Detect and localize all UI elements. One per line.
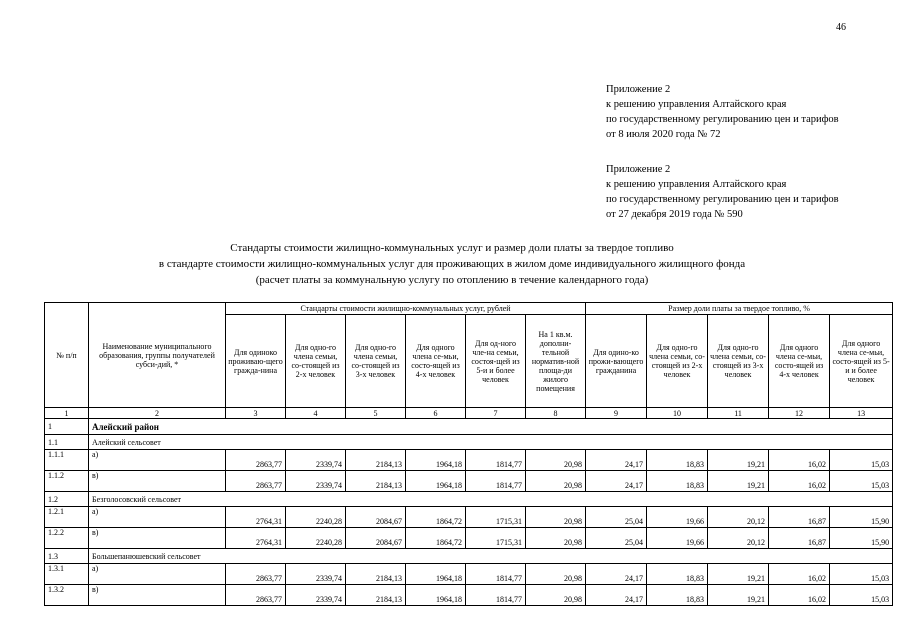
tariffs-table (44, 302, 893, 606)
column-number: 12 (769, 408, 830, 419)
cell-value: 25,04 (586, 528, 647, 549)
cell-value: 20,98 (526, 471, 586, 492)
appendix-line: Приложение 2 (606, 84, 671, 95)
header-cost-col: Для одиноко проживаю-щего гражда-нина (226, 315, 286, 408)
cell-value: 16,02 (769, 564, 830, 585)
row-index: 1.3.2 (45, 585, 89, 606)
cell-value: 15,90 (830, 507, 893, 528)
cell-value: 2184,13 (346, 450, 406, 471)
column-number: 11 (708, 408, 769, 419)
column-number: 9 (586, 408, 647, 419)
column-number: 6 (406, 408, 466, 419)
cell-value: 1864,72 (406, 528, 466, 549)
section-row (45, 549, 893, 564)
cell-value: 2863,77 (226, 471, 286, 492)
header-share-col: Для одно-го члена семьи, со-стоящей из 2-х человек (647, 315, 708, 408)
header-group-cost: Стандарты стоимости жилищно-коммунальных услуг, рублей (226, 303, 586, 315)
appendix-line: к решению управления Алтайского края (606, 179, 787, 190)
row-index: 1.1 (45, 435, 89, 450)
cell-value: 1814,77 (466, 564, 526, 585)
cell-value: 2339,74 (286, 471, 346, 492)
region-row (45, 419, 893, 435)
row-label: в) (89, 585, 226, 606)
cell-value: 25,04 (586, 507, 647, 528)
cell-value: 18,83 (647, 450, 708, 471)
cell-value: 20,98 (526, 564, 586, 585)
cell-value: 1814,77 (466, 450, 526, 471)
region-name: Алейский район (89, 419, 893, 435)
cell-value: 15,03 (830, 564, 893, 585)
title-line: в стандарте стоимости жилищно-коммунальных услуг для проживающих в жилом доме индивидуального жилищного фонда (158, 258, 746, 270)
row-label: в) (89, 528, 226, 549)
header-index: № п/п (45, 303, 89, 408)
cell-value: 24,17 (586, 471, 647, 492)
cell-value: 2240,28 (286, 528, 346, 549)
column-number: 8 (526, 408, 586, 419)
column-number: 4 (286, 408, 346, 419)
column-number-row (45, 408, 893, 419)
section-name: Безголосовский сельсовет (89, 492, 893, 507)
header-cost-col: Для одного члена се-мьи, состо-ящей из 4-х человек (406, 315, 466, 408)
section-name: Алейский сельсовет (89, 435, 893, 450)
cell-value: 1864,72 (406, 507, 466, 528)
cell-value: 2863,77 (226, 564, 286, 585)
document-title (0, 240, 904, 288)
cell-value: 2084,67 (346, 528, 406, 549)
row-index: 1.2.1 (45, 507, 89, 528)
cell-value: 20,98 (526, 507, 586, 528)
cell-value: 2339,74 (286, 450, 346, 471)
cell-value: 24,17 (586, 564, 647, 585)
cell-value: 19,21 (708, 471, 769, 492)
header-share-col: Для одного члена се-мьи, состо-ящей из 5-и и более человек (830, 315, 893, 408)
header-share-col: Для одного члена се-мьи, состо-ящей из 4-х человек (769, 315, 830, 408)
cell-value: 18,83 (647, 564, 708, 585)
appendix-line: от 8 июля 2020 года № 72 (606, 129, 721, 140)
table-row (45, 450, 893, 471)
title-line: (расчет платы за коммунальную услугу по отоплению в течение календарного года) (255, 274, 649, 286)
column-number: 1 (45, 408, 89, 419)
appendix-block-1 (606, 82, 839, 142)
appendix-line: от 27 декабря 2019 года № 590 (606, 209, 743, 220)
cell-value: 15,03 (830, 585, 893, 606)
cell-value: 20,98 (526, 585, 586, 606)
row-index: 1.1.1 (45, 450, 89, 471)
row-label: а) (89, 507, 226, 528)
cell-value: 2084,67 (346, 507, 406, 528)
cell-value: 2184,13 (346, 564, 406, 585)
row-index: 1 (45, 419, 89, 435)
cell-value: 24,17 (586, 585, 647, 606)
cell-value: 1814,77 (466, 471, 526, 492)
row-index: 1.3 (45, 549, 89, 564)
cell-value: 19,66 (647, 507, 708, 528)
header-share-col: Для одно-го члена семьи, со-стоящей из 3-х человек (708, 315, 769, 408)
header-cost-col: Для одно-го члена семьи, со-стоящей из 3-х человек (346, 315, 406, 408)
header-share-col: Для одино-ко прожи-вающего гражданина (586, 315, 647, 408)
cell-value: 24,17 (586, 450, 647, 471)
cell-value: 16,87 (769, 528, 830, 549)
header-group-share: Размер доли платы за твердое топливо, % (586, 303, 893, 315)
cell-value: 20,98 (526, 528, 586, 549)
table-row (45, 564, 893, 585)
column-number: 2 (89, 408, 226, 419)
cell-value: 20,12 (708, 528, 769, 549)
cell-value: 1964,18 (406, 585, 466, 606)
cell-value: 19,21 (708, 564, 769, 585)
cell-value: 18,83 (647, 471, 708, 492)
cell-value: 16,02 (769, 471, 830, 492)
section-row (45, 492, 893, 507)
cell-value: 1964,18 (406, 471, 466, 492)
cell-value: 16,02 (769, 450, 830, 471)
title-line: Стандарты стоимости жилищно-коммунальных услуг и размер доли платы за твердое топливо (230, 242, 674, 254)
header-cost-col: Для од-ного чле-на семьи, состоя-щей из 5-и и более человек (466, 315, 526, 408)
cell-value: 15,90 (830, 528, 893, 549)
section-name: Большепанюшевский сельсовет (89, 549, 893, 564)
table-row (45, 528, 893, 549)
cell-value: 18,83 (647, 585, 708, 606)
row-index: 1.2 (45, 492, 89, 507)
column-number: 3 (226, 408, 286, 419)
appendix-line: по государственному регулированию цен и тарифов (606, 194, 839, 205)
cell-value: 15,03 (830, 471, 893, 492)
section-row (45, 435, 893, 450)
cell-value: 1814,77 (466, 585, 526, 606)
cell-value: 2184,13 (346, 585, 406, 606)
column-number: 5 (346, 408, 406, 419)
header-name: Наименование муниципального образования, группы получателей субси-дий, * (89, 303, 226, 408)
column-number: 13 (830, 408, 893, 419)
header-cost-col: На 1 кв.м. дополни-тельной норматив-ной площа-ди жилого помещения (526, 315, 586, 408)
appendix-line: Приложение 2 (606, 164, 671, 175)
cell-value: 15,03 (830, 450, 893, 471)
appendix-block-2 (606, 162, 839, 222)
page-number: 46 (836, 22, 846, 33)
appendix-line: к решению управления Алтайского края (606, 99, 787, 110)
cell-value: 1715,31 (466, 507, 526, 528)
cell-value: 19,21 (708, 585, 769, 606)
cell-value: 1964,18 (406, 450, 466, 471)
row-index: 1.3.1 (45, 564, 89, 585)
row-label: а) (89, 564, 226, 585)
cell-value: 1964,18 (406, 564, 466, 585)
row-index: 1.2.2 (45, 528, 89, 549)
table-row (45, 471, 893, 492)
column-number: 7 (466, 408, 526, 419)
row-index: 1.1.2 (45, 471, 89, 492)
cell-value: 20,12 (708, 507, 769, 528)
row-label: а) (89, 450, 226, 471)
cell-value: 2863,77 (226, 450, 286, 471)
row-label: в) (89, 471, 226, 492)
cell-value: 16,87 (769, 507, 830, 528)
cell-value: 2863,77 (226, 585, 286, 606)
cell-value: 16,02 (769, 585, 830, 606)
cell-value: 2764,31 (226, 507, 286, 528)
cell-value: 1715,31 (466, 528, 526, 549)
cell-value: 2339,74 (286, 564, 346, 585)
cell-value: 2184,13 (346, 471, 406, 492)
appendix-line: по государственному регулированию цен и тарифов (606, 114, 839, 125)
cell-value: 2240,28 (286, 507, 346, 528)
column-number: 10 (647, 408, 708, 419)
header-cost-col: Для одно-го члена семьи, со-стоящей из 2-х человек (286, 315, 346, 408)
cell-value: 2764,31 (226, 528, 286, 549)
cell-value: 2339,74 (286, 585, 346, 606)
cell-value: 19,66 (647, 528, 708, 549)
table-row (45, 585, 893, 606)
table-row (45, 507, 893, 528)
cell-value: 19,21 (708, 450, 769, 471)
cell-value: 20,98 (526, 450, 586, 471)
